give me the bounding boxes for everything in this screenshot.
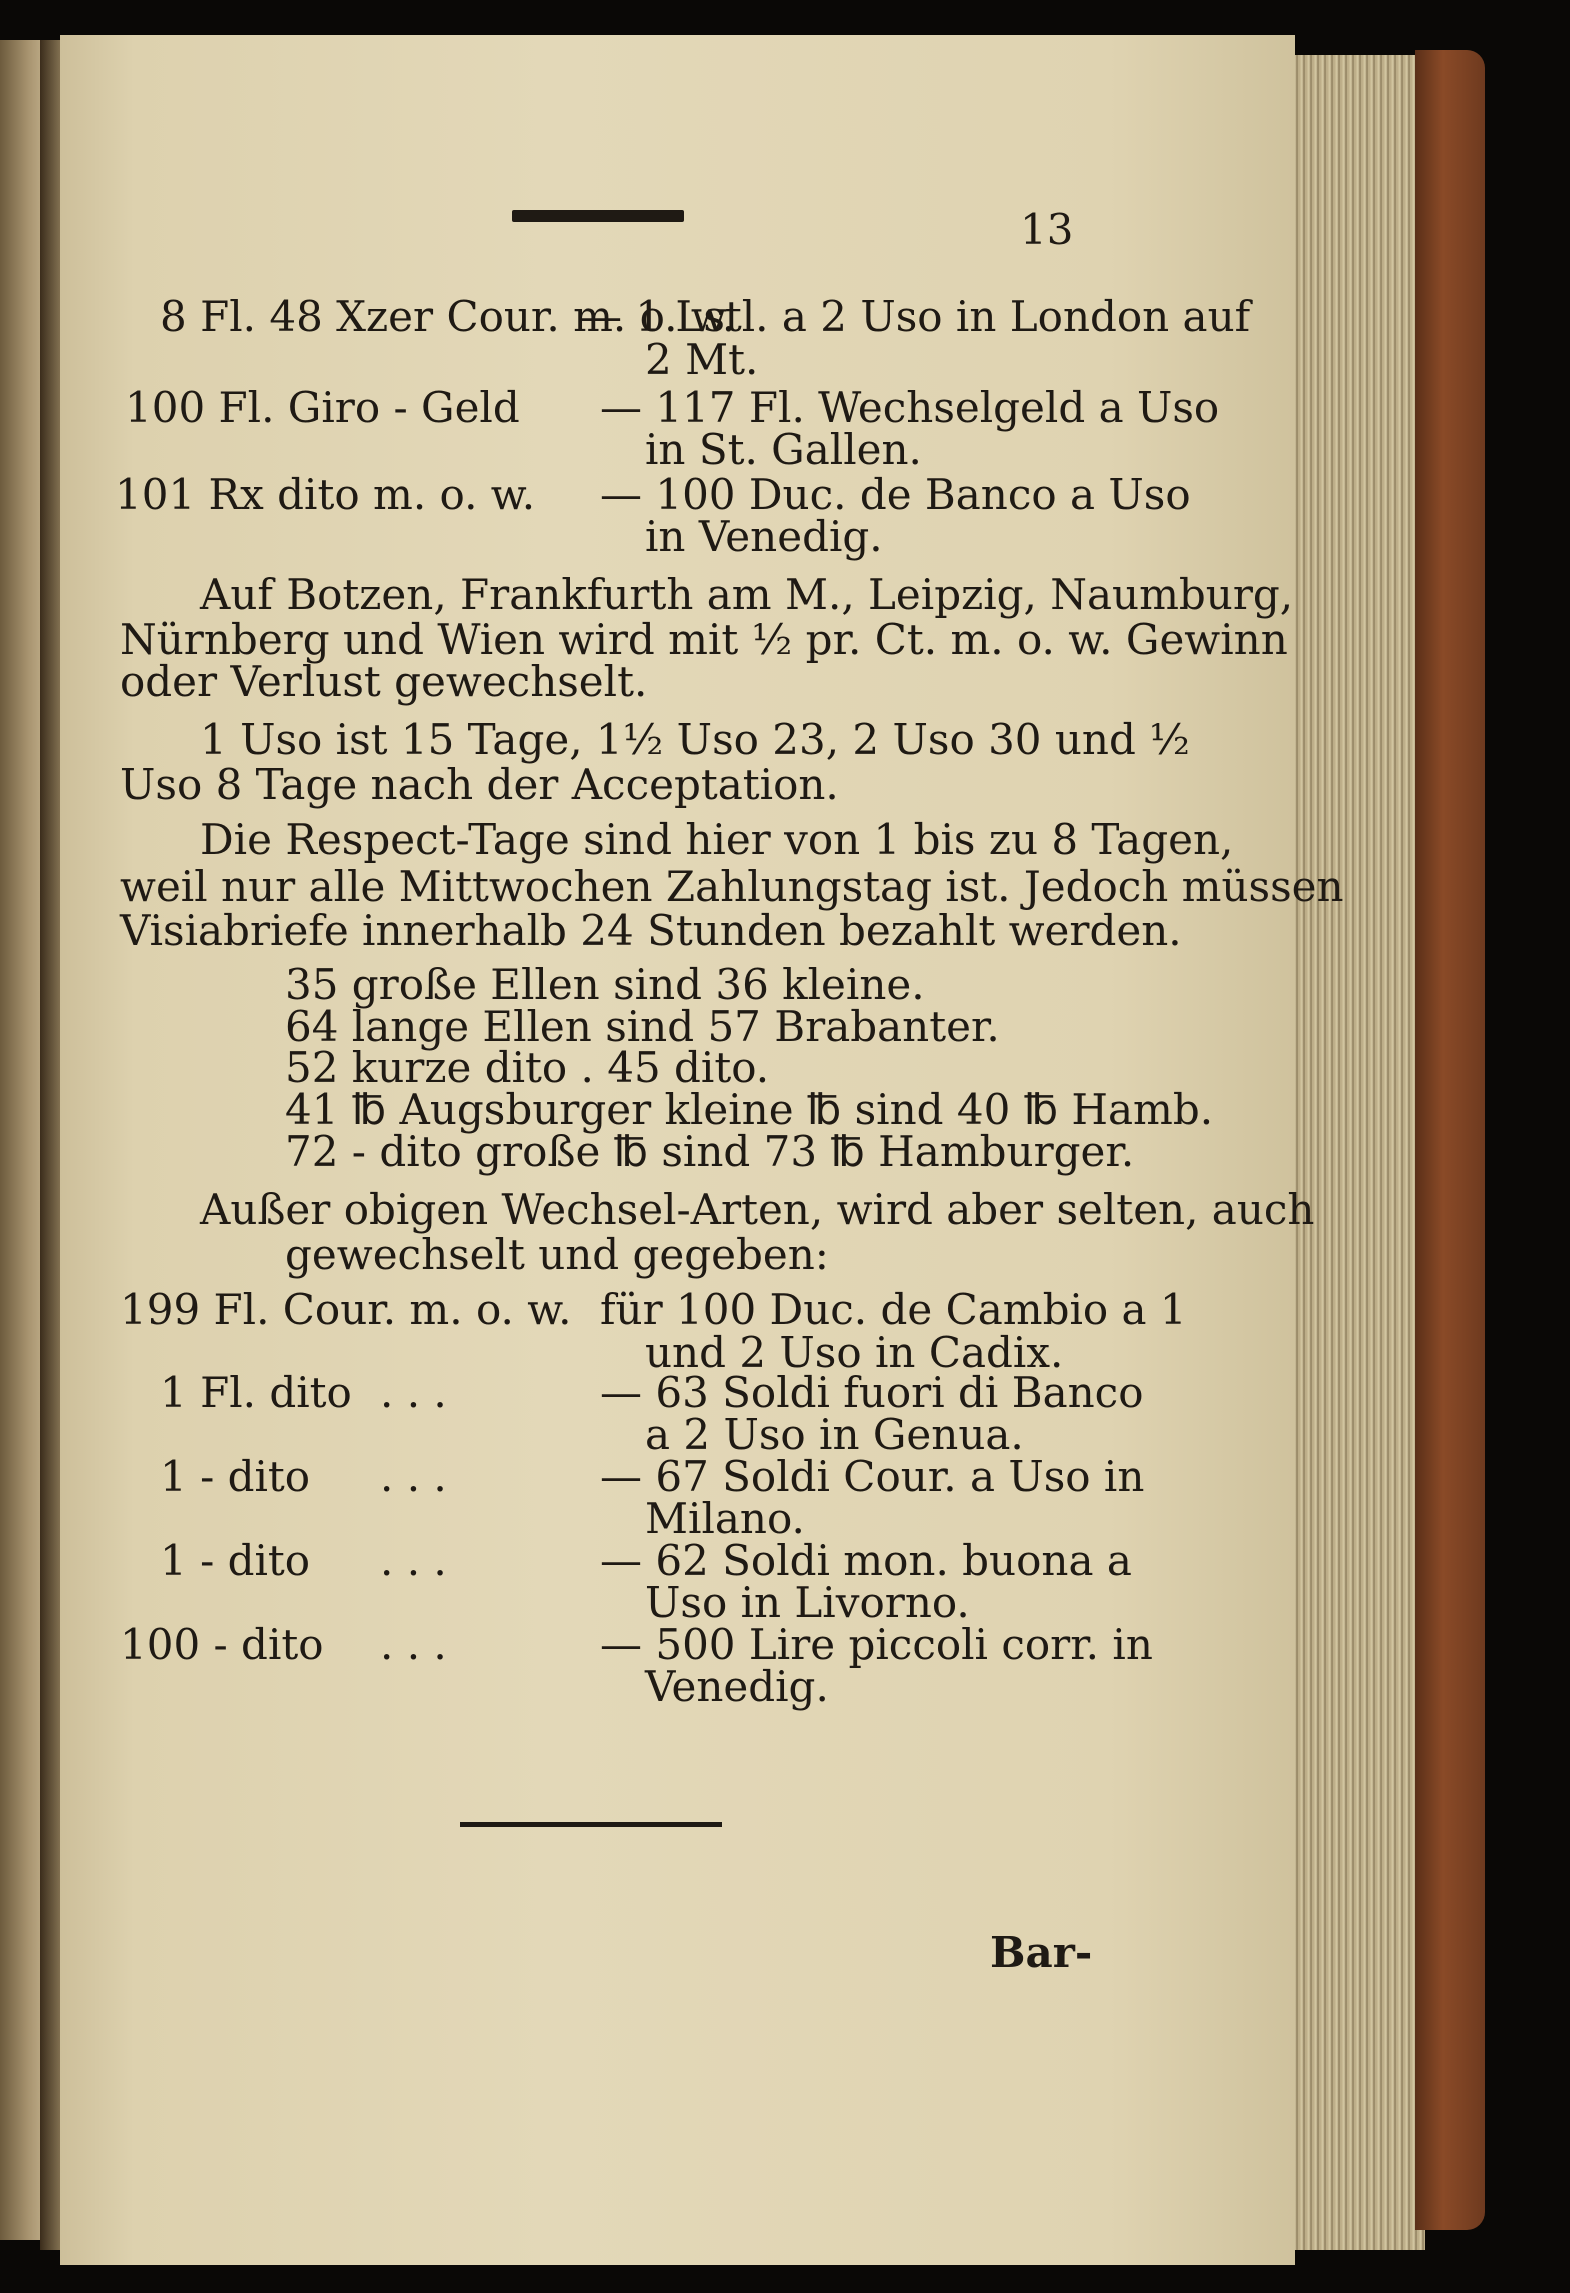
exchange-row-right-cont: Venedig.	[645, 1662, 829, 1711]
paragraph-line: Visiabriefe innerhalb 24 Stunden bezahlt werden.	[120, 906, 1182, 955]
exchange-row-left: 1 - dito	[160, 1536, 311, 1585]
exchange-row-right-cont: a 2 Uso in Genua.	[645, 1410, 1024, 1459]
exchange-row-right-cont: Uso in Livorno.	[645, 1578, 970, 1627]
catchword: Bar-	[990, 1928, 1093, 1977]
paragraph-line: 1 Uso ist 15 Tage, 1½ Uso 23, 2 Uso 30 und ½	[200, 715, 1190, 764]
exchange-row-right: — 1 Lstl. a 2 Uso in London auf	[580, 292, 1251, 341]
exchange-row-right: — 63 Soldi fuori di Banco	[600, 1368, 1144, 1417]
exchange-row-right: für 100 Duc. de Cambio a 1	[600, 1285, 1187, 1334]
dot-leader: . . .	[380, 1620, 447, 1669]
exchange-row-right-cont: 2 Mt.	[645, 335, 759, 384]
exchange-row-left: 100 - dito	[120, 1620, 324, 1669]
exchange-row-right-cont: in St. Gallen.	[645, 425, 922, 474]
dot-leader: . . .	[380, 1536, 447, 1585]
exchange-row-right-cont: in Venedig.	[645, 512, 883, 561]
measure-line: 64 lange Ellen sind 57 Brabanter.	[285, 1002, 1000, 1051]
paragraph-line: Die Respect-Tage sind hier von 1 bis zu 8 Tagen,	[200, 815, 1234, 864]
measure-line: 41 ℔ Augsburger kleine ℔ sind 40 ℔ Hamb.	[285, 1085, 1214, 1134]
header-rule	[512, 210, 684, 222]
dot-leader: . . .	[380, 1452, 447, 1501]
measure-line: 35 große Ellen sind 36 kleine.	[285, 960, 925, 1009]
exchange-row-right: — 100 Duc. de Banco a Uso	[600, 470, 1191, 519]
exchange-row-right: — 67 Soldi Cour. a Uso in	[600, 1452, 1145, 1501]
paragraph-line: gewechselt und gegeben:	[285, 1230, 829, 1279]
measure-line: 72 - dito große ℔ sind 73 ℔ Hamburger.	[285, 1127, 1135, 1176]
paragraph-line: oder Verlust gewechselt.	[120, 657, 648, 706]
paragraph-line: Nürnberg und Wien wird mit ½ pr. Ct. m. o. w. Gewinn	[120, 615, 1288, 664]
paragraph-line: Außer obigen Wechsel-Arten, wird aber selten, auch	[200, 1185, 1315, 1234]
dot-leader: . . .	[380, 1368, 447, 1417]
exchange-row-left: 100 Fl. Giro - Geld	[125, 383, 520, 432]
exchange-row-right-cont: und 2 Uso in Cadix.	[645, 1328, 1064, 1377]
exchange-row-right: — 500 Lire piccoli corr. in	[600, 1620, 1153, 1669]
exchange-row-left: 8 Fl. 48 Xzer Cour. m. o. w.	[160, 292, 736, 341]
exchange-row-left: 101 Rx dito m. o. w.	[115, 470, 536, 519]
page-number: 13	[1020, 205, 1074, 254]
exchange-row-right: — 117 Fl. Wechselgeld a Uso	[600, 383, 1220, 432]
exchange-row-left: 1 Fl. dito	[160, 1368, 352, 1417]
exchange-row-right-cont: Milano.	[645, 1494, 805, 1543]
exchange-row-left: 1 - dito	[160, 1452, 311, 1501]
paragraph-line: Auf Botzen, Frankfurth am M., Leipzig, Naumburg,	[200, 570, 1294, 619]
page-block-edge	[1285, 55, 1425, 2250]
book-cover-edge	[1415, 50, 1485, 2230]
exchange-row-right: — 62 Soldi mon. buona a	[600, 1536, 1132, 1585]
paragraph-line: weil nur alle Mittwochen Zahlungstag ist. Jedoch müssen	[120, 862, 1344, 911]
measure-line: 52 kurze dito . 45 dito.	[285, 1043, 770, 1092]
footer-rule	[460, 1822, 722, 1827]
exchange-row-left: 199 Fl. Cour. m. o. w.	[120, 1285, 572, 1334]
paragraph-line: Uso 8 Tage nach der Acceptation.	[120, 760, 839, 809]
